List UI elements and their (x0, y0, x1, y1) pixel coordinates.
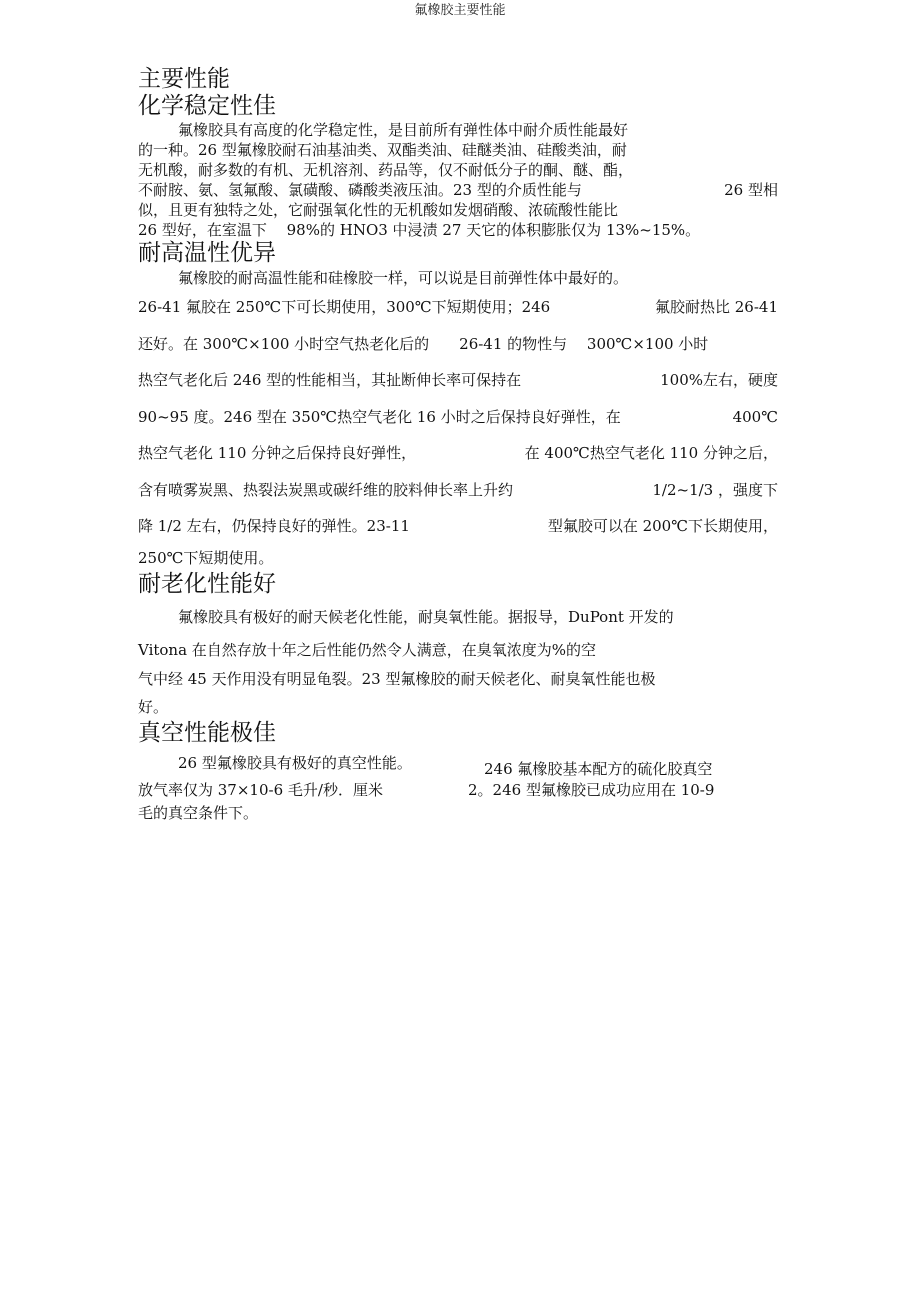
text-line-right: 100%左右，硬度 (660, 371, 778, 389)
text-line: 26 型好，在室温下 98%的 HNO3 中浸渍 27 天它的体积膨胀仅为 13%~15%。 (138, 221, 701, 239)
section-body-chemical-stability (138, 120, 778, 240)
text-line-right: 26 型相 (724, 181, 778, 199)
section-heading-heat-resistance: 耐高温性优异 (138, 240, 276, 266)
text-line-left: 热空气老化 110 分钟之后保持良好弹性， (138, 444, 417, 462)
text-line: 似，且更有独特之处，它耐强氧化性的无机酸如发烟硝酸、浓硫酸性能比 (138, 201, 619, 219)
text-line: 250℃下短期使用。 (138, 548, 274, 567)
text-line: 氟橡胶具有高度的化学稳定性，是目前所有弹性体中耐介质性能最好 (178, 121, 629, 139)
text-line (138, 362, 778, 399)
text-line: 无机酸，耐多数的有机、无机溶剂、药品等，仅不耐低分子的酮、醚、酯， (138, 161, 634, 179)
text-line-right: 型氟胶可以在 200℃下长期使用， (547, 517, 778, 535)
text-line-right: 在 400℃热空气老化 110 分钟之后， (524, 444, 778, 462)
text-line: 还好。在 300℃×100 小时空气热老化后的 26-41 的物性与 300℃×100 小时 (138, 334, 709, 353)
text-line (138, 508, 778, 545)
text-line-right: 400℃ (732, 407, 778, 426)
text-line-left: 26 型氟橡胶具有极好的真空性能。 (178, 753, 412, 772)
text-line: 的一种。26 型氟橡胶耐石油基油类、双酯类油、硅醚类油、硅酸类油，耐 (138, 141, 627, 159)
text-line-right: 1/2~1/3 ，强度下 (652, 480, 778, 499)
section-body-vacuum-performance (138, 747, 778, 825)
document-body (138, 66, 778, 825)
text-line: Vitona 在自然存放十年之后性能仍然令人满意，在臭氧浓度为%的空 (138, 640, 597, 659)
text-line (138, 180, 778, 200)
text-line-left: 热空气老化后 246 型的性能相当，其扯断伸长率可保持在 (138, 371, 522, 389)
text-line: 好。 (138, 697, 169, 716)
text-line-left: 90~95 度。246 型在 350℃热空气老化 16 小时之后保持良好弹性，在 (138, 407, 621, 426)
text-line (138, 399, 778, 436)
text-line: 毛的真空条件下。 (138, 803, 259, 822)
text-line (138, 435, 778, 472)
section-body-aging-resistance (138, 598, 778, 720)
text-line-right: 2。246 型氟橡胶已成功应用在 10-9 (468, 780, 715, 799)
text-line (138, 779, 778, 801)
text-line-right: 246 氟橡胶基本配方的硫化胶真空 (484, 759, 713, 778)
section-heading-chemical-stability: 化学稳定性佳 (138, 93, 276, 119)
text-line: 氟橡胶具有极好的耐天候老化性能，耐臭氧性能。据报导，DuPont 开发的 (178, 607, 674, 626)
text-line-right: 氟胶耐热比 26-41 (654, 298, 778, 316)
text-line-left: 含有喷雾炭黑、热裂法炭黑或碳纤维的胶料伸长率上升约 (138, 480, 514, 499)
section-body-heat-resistance (138, 267, 778, 571)
text-line-left: 26-41 氟胶在 250℃下可长期使用，300℃下短期使用；246 (138, 298, 551, 316)
text-line-left: 不耐胺、氨、氢氟酸、氯磺酸、磷酸类液压油。23 型的介质性能与 (138, 181, 582, 199)
section-heading-vacuum-performance: 真空性能极佳 (138, 719, 276, 746)
page-header: 氟橡胶主要性能 (414, 3, 506, 18)
text-line (138, 472, 778, 509)
section-heading-aging-resistance: 耐老化性能好 (138, 570, 276, 597)
main-title: 主要性能 (138, 66, 230, 92)
text-line-left: 降 1/2 左右，仍保持良好的弹性。23-11 (138, 517, 410, 535)
text-line: 气中经 45 天作用没有明显龟裂。23 型氟橡胶的耐天候老化、耐臭氧性能也极 (138, 669, 656, 688)
text-line (138, 747, 778, 779)
text-line: 氟橡胶的耐高温性能和硅橡胶一样，可以说是目前弹性体中最好的。 (178, 269, 629, 287)
text-line-left: 放气率仅为 37×10-6 毛升/秒．厘米 (138, 780, 383, 799)
text-line (138, 289, 778, 326)
